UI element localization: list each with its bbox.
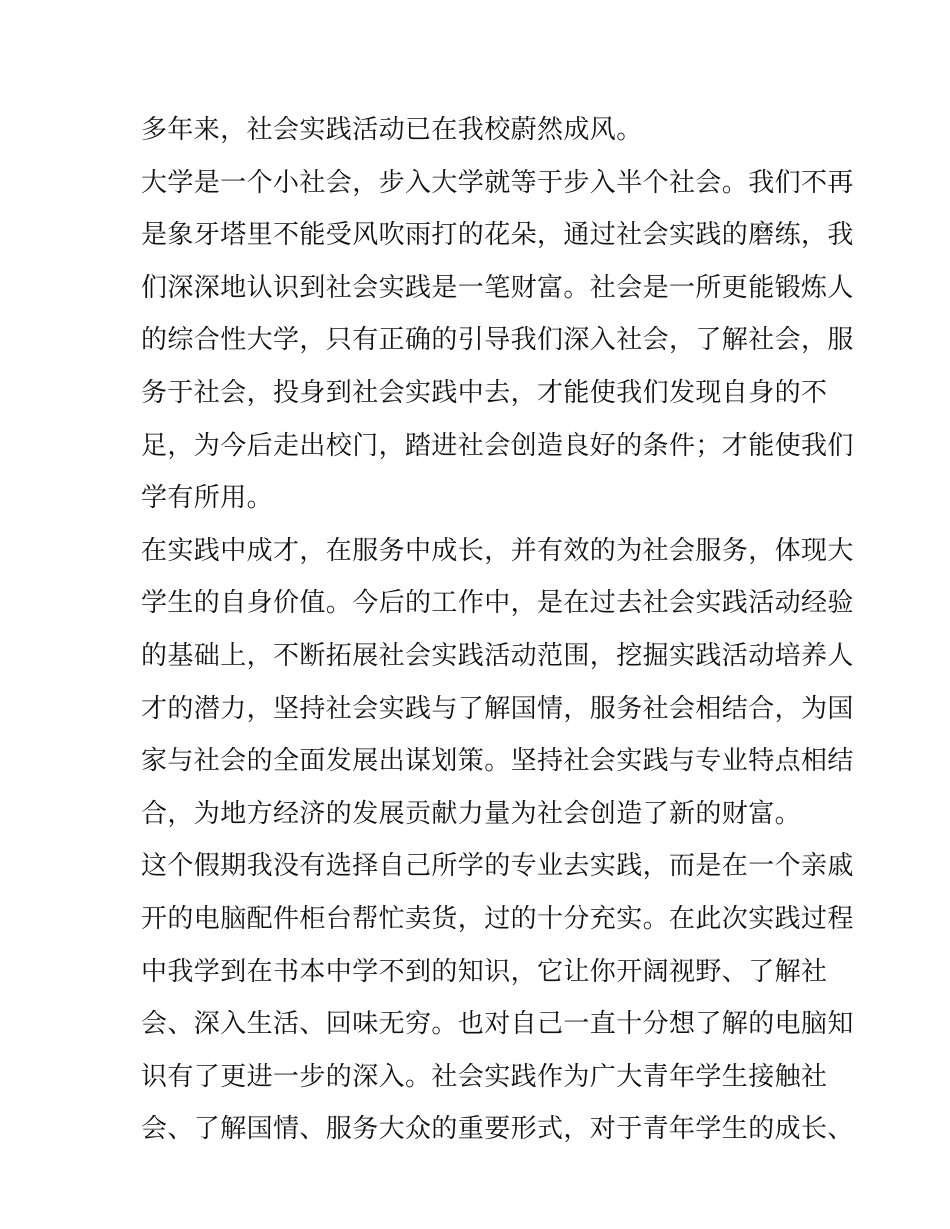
text-line: 的综合性大学，只有正确的引导我们深入社会，了解社会，服	[141, 325, 854, 356]
text-line: 这个假期我没有选择自己所学的专业去实践，而是在一个亲戚	[141, 851, 854, 882]
text-line: 大学是一个小社会，步入大学就等于步入半个社会。我们不再	[141, 167, 854, 198]
text-line: 足，为今后走出校门，踏进社会创造良好的条件；才能使我们	[141, 430, 854, 461]
text-line: 合，为地方经济的发展贡献力量为社会创造了新的财富。	[141, 798, 802, 829]
text-line: 学生的自身价值。今后的工作中，是在过去社会实践活动经验	[141, 588, 854, 619]
text-line: 才的潜力，坚持社会实践与了解国情，服务社会相结合，为国	[141, 693, 854, 724]
document-body	[141, 104, 854, 1156]
text-line: 们深深地认识到社会实践是一笔财富。社会是一所更能锻炼人	[141, 272, 854, 303]
text-line: 中我学到在书本中学不到的知识，它让你开阔视野、了解社	[141, 956, 828, 987]
text-line: 的基础上，不断拓展社会实践活动范围，挖掘实践活动培养人	[141, 640, 854, 671]
text-line: 务于社会，投身到社会实践中去，才能使我们发现自身的不	[141, 377, 828, 408]
text-line: 在实践中成才，在服务中成长，并有效的为社会服务，体现大	[141, 535, 854, 566]
text-line: 识有了更进一步的深入。社会实践作为广大青年学生接触社	[141, 1061, 828, 1092]
text-line: 会、了解国情、服务大众的重要形式，对于青年学生的成长、	[141, 1114, 854, 1145]
text-line: 多年来，社会实践活动已在我校蔚然成风。	[141, 115, 643, 145]
text-line: 家与社会的全面发展出谋划策。坚持社会实践与专业特点相结	[141, 746, 854, 777]
text-line: 学有所用。	[141, 483, 274, 514]
text-line: 是象牙塔里不能受风吹雨打的花朵，通过社会实践的磨练，我	[141, 220, 854, 251]
text-line: 开的电脑配件柜台帮忙卖货，过的十分充实。在此次实践过程	[141, 903, 854, 934]
text-line: 会、深入生活、回味无穷。也对自己一直十分想了解的电脑知	[141, 1009, 854, 1040]
